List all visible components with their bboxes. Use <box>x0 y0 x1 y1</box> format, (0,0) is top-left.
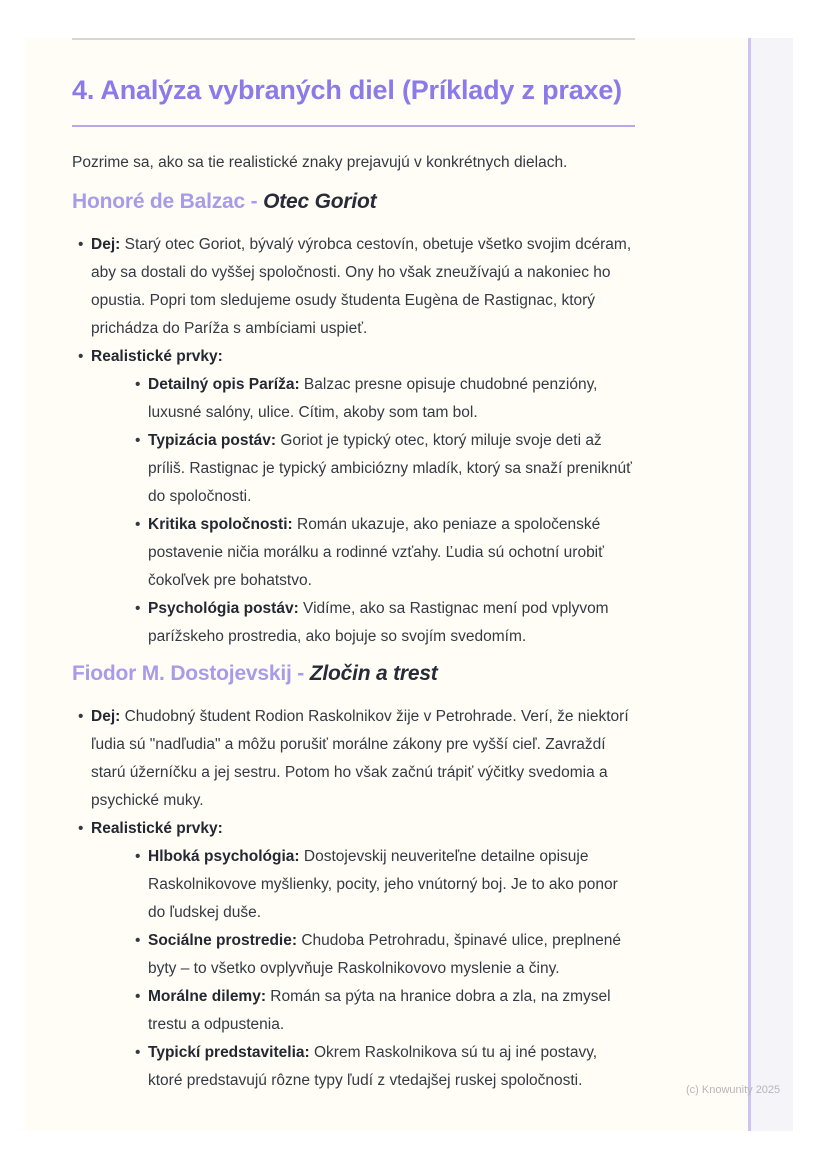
list-item <box>148 427 635 511</box>
bullet-label: Kritika spoločnosti: <box>148 516 293 533</box>
page-title: 4. Analýza vybraných diel (Príklady z praxe) <box>72 75 622 105</box>
list-item <box>148 843 635 927</box>
bullet-label: Dej: <box>91 236 121 253</box>
bullet-label: Realistické prvky: <box>91 820 223 837</box>
book-title: Zločin a trest <box>309 662 438 685</box>
document-content <box>72 38 635 1095</box>
document-page <box>25 38 747 1131</box>
bullet-label: Dej: <box>91 708 121 725</box>
bullet-label: Detailný opis Paríža: <box>148 376 300 393</box>
bullet-text: Román sa pýta na hranice dobra a zla, na zmysel trestu a odpustenia. <box>148 988 611 1033</box>
bullet-text: Balzac presne opisuje chudobné penzióny, luxusné salóny, ulice. Cítim, akoby som tam bol. <box>148 376 598 421</box>
bullet-text: Chudoba Petrohradu, špinavé ulice, preplnené byty – to všetko ovplyvňuje Raskolnikovovo myslenie a činy. <box>148 932 622 977</box>
bullet-list <box>72 231 635 651</box>
nested-bullet-list <box>91 843 635 1095</box>
bullet-text: Dostojevskij neuveriteľne detailne opisuje Raskolnikovove myšlienky, pocity, jeho vnútorný boj. Je to ako ponor do ľudskej duše. <box>148 848 618 921</box>
bullet-label: Hlboká psychológia: <box>148 848 300 865</box>
copyright-watermark: (c) Knowunity 2025 <box>686 1084 781 1096</box>
list-item <box>91 343 635 651</box>
bullet-label: Typickí predstavitelia: <box>148 1044 310 1061</box>
bullet-label: Morálne dilemy: <box>148 988 266 1005</box>
nested-bullet-list <box>91 371 635 651</box>
section-heading-balzac <box>72 189 635 215</box>
author-name: Fiodor M. Dostojevskij - <box>72 662 310 685</box>
list-item <box>148 511 635 595</box>
list-item <box>148 1039 635 1095</box>
bullet-text: Vidíme, ako sa Rastignac mení pod vplyvom parížskeho prostredia, ako bojuje so svojím svedomím. <box>148 600 609 645</box>
bullet-text: Chudobný študent Rodion Raskolnikov žije v Petrohrade. Verí, že niektorí ľudia sú "nadľudia" a môžu porušiť morálne zákony pre vyšší cieľ. Zavraždí starú úžerníčku a jej sestru. Potom ho však začnú trápiť výčitky svedomia a psychické muky. <box>91 708 629 809</box>
list-item <box>91 231 635 343</box>
book-title: Otec Goriot <box>263 190 377 213</box>
author-name: Honoré de Balzac - <box>72 190 264 213</box>
bullet-text: Goriot je typický otec, ktorý miluje svoje deti až príliš. Rastignac je typický ambiciózny mladík, ktorý sa snaží preniknúť do spoločnosti. <box>148 432 632 505</box>
list-item <box>91 815 635 1095</box>
intro-paragraph: Pozrime sa, ako sa tie realistické znaky prejavujú v konkrétnych dielach. <box>72 154 568 171</box>
bullet-label: Psychológia postáv: <box>148 600 299 617</box>
bullet-list <box>72 703 635 1095</box>
list-item <box>91 703 635 815</box>
list-item <box>148 927 635 983</box>
bullet-text: Starý otec Goriot, bývalý výrobca cestovín, obetuje všetko svojim dcéram, aby sa dostali do vyššej spoločnosti. Ony ho však zneužívajú a nakoniec ho opustia. Popri tom sledujeme osudy študenta Eugèna de Rastignac, ktorý prichádza do Paríža s ambíciami uspieť. <box>91 236 632 337</box>
right-page-strip <box>748 38 793 1131</box>
list-item <box>148 983 635 1039</box>
bullet-text: Okrem Raskolnikova sú tu aj iné postavy, ktoré predstavujú rôzne typy ľudí z vtedajšej ruskej spoločnosti. <box>148 1044 598 1089</box>
bullet-label: Typizácia postáv: <box>148 432 277 449</box>
section-heading-dostojevskij <box>72 661 635 687</box>
bullet-label: Sociálne prostredie: <box>148 932 298 949</box>
list-item <box>148 371 635 427</box>
list-item <box>148 595 635 651</box>
title-divider <box>72 125 635 127</box>
bullet-label: Realistické prvky: <box>91 348 223 365</box>
bullet-text: Román ukazuje, ako peniaze a spoločenské postavenie ničia morálku a rodinné vzťahy. Ľudia sú ochotní urobiť čokoľvek pre bohatstvo. <box>148 516 604 589</box>
